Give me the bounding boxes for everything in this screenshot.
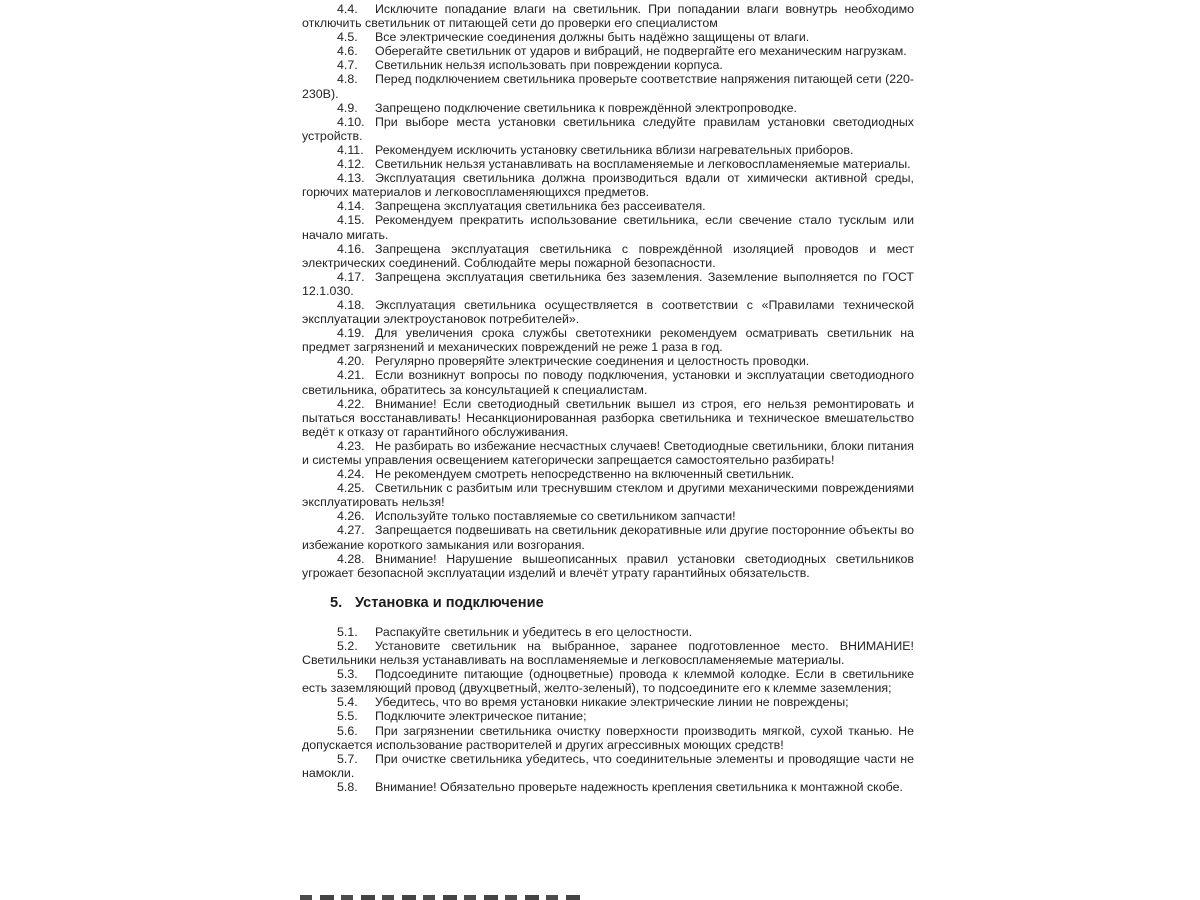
- item-number: 4.8.: [337, 72, 358, 87]
- item-number: 4.9.: [337, 100, 358, 115]
- item-text: Внимание! Обязательно проверьте надежность крепления светильника к монтажной скобе.: [375, 779, 903, 794]
- list-item: [302, 213, 914, 241]
- item-number: 4.7.: [337, 58, 358, 73]
- item-number: 5.2.: [337, 638, 358, 653]
- item-text: Внимание! Если светодиодный светильник вышел из строя, его нельзя ремонтировать и пытаться восстанавливать! Несанкционированная разборка светильника и техническое вмешательство ведёт к отказу от гарантийного обслуживания.: [302, 396, 914, 439]
- section-5-heading-number: 5.: [330, 594, 343, 611]
- item-text: Перед подключением светильника проверьте соответствие напряжения питающей сети (220-230В).: [302, 72, 914, 101]
- list-item: [302, 397, 914, 439]
- item-number: 4.28.: [337, 551, 365, 566]
- item-text: Распакуйте светильник и убедитесь в его целостности.: [375, 624, 693, 639]
- section4-items-list: [302, 2, 914, 580]
- item-text: Рекомендуем прекратить использование светильника, если свечение стало тусклым или начало мигать.: [302, 213, 914, 242]
- item-text: Светильник нельзя использовать при повреждении корпуса.: [375, 58, 723, 73]
- item-number: 5.7.: [337, 751, 358, 766]
- item-number: 4.10.: [337, 114, 365, 129]
- item-number: 4.18.: [337, 297, 365, 312]
- item-text: Подключите электрическое питание;: [375, 709, 587, 724]
- item-number: 5.8.: [337, 779, 358, 794]
- list-item: [302, 44, 914, 58]
- list-item: [302, 667, 914, 695]
- list-item: [302, 724, 914, 752]
- item-text: Внимание! Нарушение вышеописанных правил установки светодиодных светильников угрожает безопасной эксплуатации изделий и влечёт утрату гарантийных обязательств.: [302, 551, 914, 580]
- item-number: 4.13.: [337, 171, 365, 186]
- item-text: Запрещена эксплуатация светильника без заземления. Заземление выполняется по ГОСТ 12.1.030.: [302, 269, 914, 298]
- list-item: [302, 326, 914, 354]
- item-number: 4.19.: [337, 326, 365, 341]
- list-item: [302, 354, 914, 368]
- list-item: [302, 199, 914, 213]
- item-text: Для увеличения срока службы светотехники рекомендуем осматривать светильник на предмет загрязнений и механических повреждений не реже 1 раза в год.: [302, 326, 914, 355]
- list-item: [302, 639, 914, 667]
- list-item: [302, 2, 914, 30]
- item-number: 4.5.: [337, 30, 358, 45]
- item-text: Все электрические соединения должны быть надёжно защищены от влаги.: [375, 30, 810, 45]
- item-text: Запрещена эксплуатация светильника с повреждённой изоляцией проводов и мест электрических соединений. Соблюдайте меры пожарной безопасности.: [302, 241, 914, 270]
- item-text: Рекомендуем исключить установку светильника вблизи нагревательных приборов.: [375, 142, 854, 157]
- item-text: Запрещается подвешивать на светильник декоративные или другие посторонние объекты во избежание короткого замыкания или возгорания.: [302, 523, 914, 552]
- page-bottom-cutoff-text-artifact: [300, 895, 586, 900]
- item-number: 4.25.: [337, 481, 365, 496]
- section-5-heading-title: Установка и подключение: [355, 594, 544, 611]
- list-item: [302, 523, 914, 551]
- item-text: Не разбирать во избежание несчастных случаев! Светодиодные светильники, блоки питания и системы управления освещением категорически запрещается самостоятельно разбирать!: [302, 438, 914, 467]
- item-number: 4.12.: [337, 157, 365, 172]
- list-item: [302, 509, 914, 523]
- list-item: [302, 780, 914, 794]
- list-item: [302, 58, 914, 72]
- item-number: 4.21.: [337, 368, 365, 383]
- item-number: 4.22.: [337, 396, 365, 411]
- section5-items-list: [302, 625, 914, 794]
- section-5-heading: [330, 595, 914, 612]
- list-item: [302, 157, 914, 171]
- item-text: Регулярно проверяйте электрические соединения и целостность проводки.: [375, 354, 810, 369]
- item-number: 4.26.: [337, 509, 365, 524]
- item-text: Светильник с разбитым или треснувшим стеклом и другими механическими повреждениями эксплуатировать нельзя!: [302, 481, 914, 510]
- list-item: [302, 143, 914, 157]
- list-item: [302, 298, 914, 326]
- list-item: [302, 270, 914, 298]
- list-item: [302, 171, 914, 199]
- item-text: Подсоедините питающие (одноцветные) провода к клеммой колодке. Если в светильнике есть заземляющий провод (двухцветный, желто-зеленый), то подсоедините его к клемме заземления;: [302, 667, 914, 696]
- item-text: Установите светильник на выбранное, заранее подготовленное место. ВНИМАНИЕ! Светильники нельзя устанавливать на воспламеняемые и легковоспламеняемые материалы.: [302, 638, 914, 668]
- list-item: [302, 752, 914, 780]
- item-text: Не рекомендуем смотреть непосредственно на включенный светильник.: [375, 467, 795, 482]
- item-text: Исключите попадание влаги на светильник. При попадании влаги вовнутрь необходимо отключить светильник от питающей сети до проверки его специалистом: [302, 2, 914, 31]
- list-item: [302, 101, 914, 115]
- list-item: [302, 625, 914, 639]
- item-number: 4.11.: [337, 142, 364, 157]
- item-text: При загрязнении светильника очистку поверхности производить мягкой, сухой тканью. Не допускается использование растворителей и других агрессивных моющих средств!: [302, 723, 914, 752]
- item-text: Запрещена эксплуатация светильника без рассеивателя.: [375, 199, 706, 214]
- item-text: Если возникнут вопросы по поводу подключения, установки и эксплуатации светодиодного светильника, обратитесь за консультацией к специалистам.: [302, 368, 914, 397]
- item-number: 4.6.: [337, 44, 358, 59]
- item-number: 4.14.: [337, 199, 365, 214]
- item-text: При очистке светильника убедитесь, что соединительные элементы и проводящие части не намокли.: [302, 751, 914, 780]
- list-item: [302, 30, 914, 44]
- item-number: 5.1.: [337, 624, 358, 639]
- list-item: [302, 481, 914, 509]
- item-number: 5.6.: [337, 723, 358, 738]
- item-number: 5.4.: [337, 695, 358, 710]
- list-item: [302, 368, 914, 396]
- item-number: 4.20.: [337, 354, 365, 369]
- item-text: Эксплуатация светильника осуществляется в соответствии с «Правилами технической эксплуатации электроустановок потребителей».: [302, 297, 914, 327]
- item-text: Запрещено подключение светильника к повреждённой электропроводке.: [375, 100, 797, 115]
- list-item: [302, 242, 914, 270]
- list-item: [302, 115, 914, 143]
- list-item: [302, 439, 914, 467]
- item-number: 4.24.: [337, 467, 365, 482]
- item-number: 5.3.: [337, 667, 358, 682]
- item-number: 4.23.: [337, 438, 365, 453]
- item-number: 4.4.: [337, 2, 358, 16]
- item-text: Используйте только поставляемые со светильником запчасти!: [375, 509, 736, 524]
- item-number: 4.15.: [337, 213, 365, 228]
- item-text: При выборе места установки светильника следуйте правилам установки светодиодных устройств.: [302, 114, 914, 143]
- item-number: 5.5.: [337, 709, 358, 724]
- item-text: Оберегайте светильник от ударов и вибраций, не подвергайте его механическим нагрузкам.: [375, 44, 907, 59]
- list-item: [302, 72, 914, 100]
- document-text-column: [302, 2, 914, 794]
- item-text: Светильник нельзя устанавливать на воспламеняемые и легковоспламеняемые материалы.: [375, 157, 911, 172]
- item-text: Эксплуатация светильника должна производиться вдали от химически активной среды, горючих материалов и легковоспламеняющихся предметов.: [302, 171, 914, 200]
- item-number: 4.16.: [337, 241, 365, 256]
- item-text: Убедитесь, что во время установки никакие электрические линии не повреждены;: [375, 695, 849, 710]
- item-number: 4.17.: [337, 269, 365, 284]
- list-item: [302, 709, 914, 723]
- list-item: [302, 552, 914, 580]
- list-item: [302, 467, 914, 481]
- list-item: [302, 695, 914, 709]
- item-number: 4.27.: [337, 523, 365, 538]
